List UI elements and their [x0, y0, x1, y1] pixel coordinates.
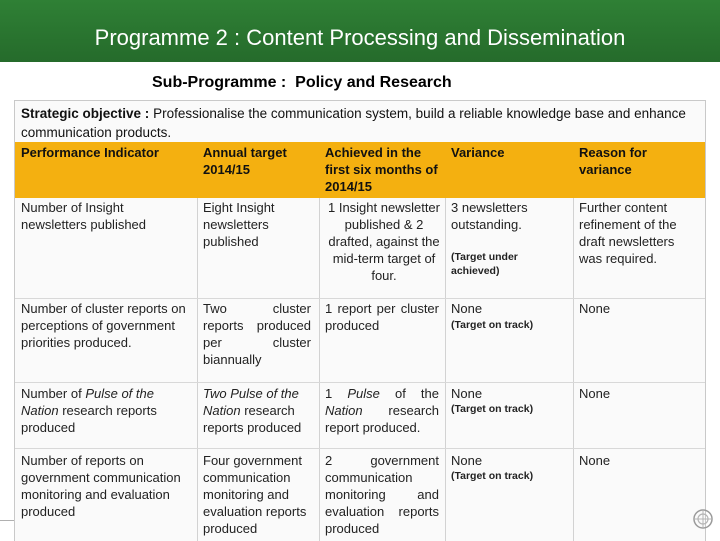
- row1-indicator: Number of Insight newsletters published: [21, 200, 147, 232]
- column-divider: [319, 198, 320, 541]
- row3-achieved-join: of the: [379, 386, 440, 401]
- performance-table: [14, 100, 706, 541]
- row3-indicator-text-end: research reports produced: [21, 403, 157, 435]
- row3-target: [203, 385, 313, 436]
- row4-variance: None: [451, 453, 483, 468]
- row2-target: Two cluster reports produced per cluster biannually: [203, 301, 311, 367]
- row3-achieved-count: 1: [325, 386, 348, 401]
- row3-variance: None: [451, 386, 483, 401]
- row3-indicator-text: Number of: [21, 386, 86, 401]
- left-divider: [0, 520, 14, 521]
- row4-variance-note: (Target on track): [451, 470, 534, 482]
- column-divider: [573, 198, 574, 541]
- page-title: [0, 24, 720, 52]
- row3-reason: None: [579, 386, 611, 401]
- row3-achieved-title-a: Pulse: [347, 386, 380, 401]
- row1-variance: 3 newsletters outstanding.: [451, 200, 528, 232]
- row2-achieved: 1 report per cluster produced: [325, 301, 439, 333]
- row3-variance-note: (Target on track): [451, 403, 534, 415]
- row1-reason: Further content refinement of the draft newsletters was required.: [579, 200, 677, 266]
- row4-reason: None: [579, 453, 611, 468]
- column-divider: [197, 198, 198, 541]
- column-divider: [445, 198, 446, 541]
- subprogramme-value: Policy and Research: [295, 74, 452, 91]
- row4-achieved: 2 government communication monitoring and evaluation reports produced: [325, 453, 439, 536]
- column-header-variance: Variance: [451, 145, 505, 160]
- row3-achieved-title-b: Nation: [325, 403, 363, 418]
- row-divider: [15, 448, 705, 449]
- row2-indicator: Number of cluster reports on perceptions of government priorities produced.: [21, 301, 186, 350]
- column-header-indicator: Performance Indicator: [21, 145, 159, 160]
- column-header-achieved: Achieved in the first six months of 2014/15: [325, 145, 438, 194]
- row1-target: Eight Insight newsletters published: [203, 200, 275, 249]
- subprogramme-label: Sub-Programme :: [152, 74, 287, 91]
- emblem-icon: [692, 508, 714, 530]
- row2-variance-note: (Target on track): [451, 319, 534, 331]
- row3-target-text: research reports produced: [203, 403, 302, 435]
- row4-indicator: Number of reports on government communication monitoring and evaluation produced: [21, 453, 181, 519]
- row2-reason: None: [579, 301, 611, 316]
- row2-variance: None: [451, 301, 483, 316]
- row3-achieved: [325, 385, 439, 436]
- row3-target-title: Two Pulse of the Nation: [203, 386, 299, 418]
- subprogramme-heading: [152, 73, 452, 93]
- row3-indicator: [21, 385, 191, 436]
- row-divider: [15, 382, 705, 383]
- page-title-text: Programme 2 : Content Processing and Dissemination: [94, 25, 626, 50]
- row4-target: Four government communication monitoring and evaluation reports produced: [203, 453, 307, 536]
- row-divider: [15, 298, 705, 299]
- column-header-target: Annual target 2014/15: [203, 145, 287, 177]
- row3-indicator-title: Pulse of the Nation: [21, 386, 154, 418]
- column-header-reason: Reason for variance: [579, 145, 647, 177]
- strategic-objective: [21, 104, 701, 142]
- objective-text: Professionalise the communication system, build a reliable knowledge base and enhance communication products.: [21, 106, 686, 140]
- row1-achieved: 1 Insight newsletter published & 2 drafted, against the mid-term target of four.: [327, 200, 440, 283]
- row1-variance-note: (Target under achieved): [451, 251, 518, 277]
- row3-achieved-text: research report produced.: [325, 403, 439, 435]
- objective-label: Strategic objective :: [21, 106, 150, 121]
